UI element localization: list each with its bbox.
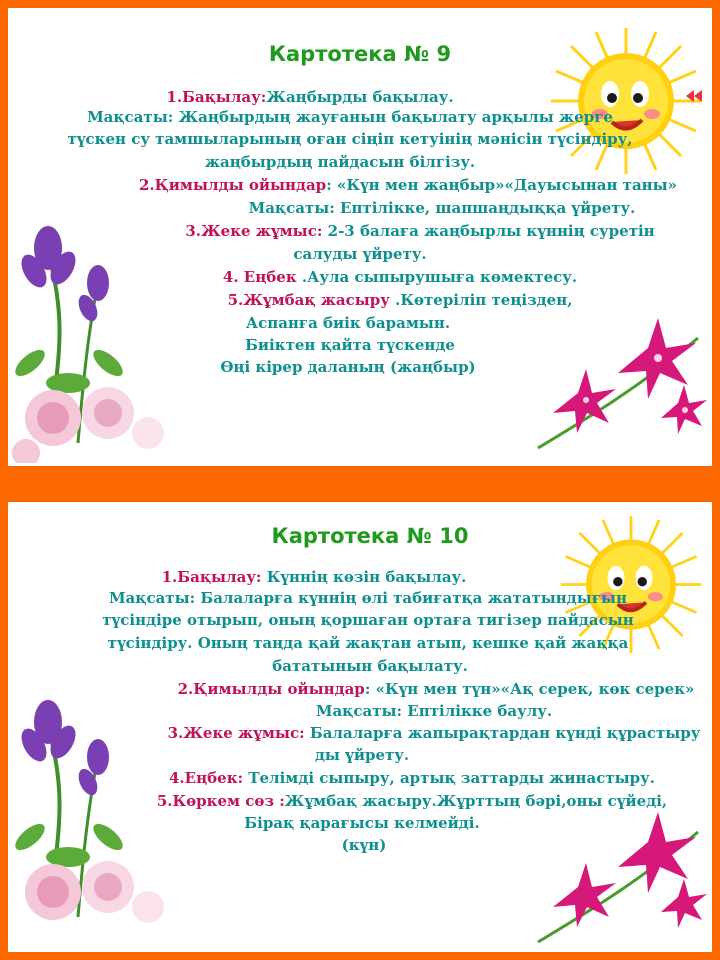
labor-line xyxy=(60,769,712,787)
riddle-line-2: Бірақ қарағысы келмейді. xyxy=(244,814,480,832)
goal-line-3: түсіндіру. Оның таңда қай жақтан атып, кешке қай жаққа xyxy=(107,634,629,652)
labor-label: 4. Еңбек xyxy=(222,268,297,286)
riddle-line-3: Биіктен қайта түскенде xyxy=(245,336,455,354)
card-10 xyxy=(8,502,712,952)
artistic-word-line xyxy=(60,792,712,810)
goal-line-3: жаңбырдың пайдасын білгізу. xyxy=(204,153,476,171)
observation-text: Күннің көзін бақылау. xyxy=(261,568,467,586)
observation-label: 1.Бақылау: xyxy=(166,88,267,106)
individual-work-label: 3.Жеке жұмыс: xyxy=(185,222,323,240)
games-goal-line: Мақсаты: Ептілікке баулу. xyxy=(315,702,553,720)
individual-work-text: 2-3 балаға жаңбырлы күннің суретін xyxy=(322,222,655,240)
goal-line-2: түскен су тамшыларының оған сіңіп кетуінің мәнісін түсіндіру, xyxy=(67,130,633,148)
games-label: 2.Қимылды ойындар xyxy=(177,680,365,698)
goal-line-1: Мақсаты: Жаңбырдың жауғанын бақылату арқылы жерге xyxy=(87,108,613,126)
individual-work-text: Балаларға жапырақтардан күнді құрастыру xyxy=(304,724,701,742)
individual-work-line-2: ды үйрету. xyxy=(314,746,410,764)
games-line xyxy=(56,176,712,194)
riddle-line-4: Өңі кірер даланың (жаңбыр) xyxy=(220,358,476,376)
artistic-word-label: 5.Көркем сөз : xyxy=(156,792,285,810)
games-line xyxy=(84,680,712,698)
observation-line xyxy=(8,88,662,106)
card-title: Картотека № 10 xyxy=(271,524,469,548)
riddle-label: 5.Жұмбақ жасыру xyxy=(227,291,390,309)
card-title: Картотека № 9 xyxy=(268,42,452,66)
observation-line xyxy=(8,568,666,586)
riddle-line xyxy=(48,291,712,309)
labor-text: Телімді сыпыру, артық заттарды жинастыру. xyxy=(243,769,655,787)
observation-label: 1.Бақылау: xyxy=(161,568,262,586)
individual-work-line xyxy=(82,724,712,742)
riddle-line-2: Аспанға биік барамын. xyxy=(245,314,451,332)
games-label: 2.Қимылды ойындар xyxy=(138,176,327,194)
goal-line-2: түсіндіре отырып, оның қоршаған ортаға тигізер пайдасын xyxy=(102,611,634,629)
labor-line xyxy=(48,268,712,286)
games-text: : «Күн мен түн»«Ақ серек, көк серек» xyxy=(364,680,695,698)
games-text: : «Күн мен жаңбыр»«Дауысынан таны» xyxy=(326,176,678,194)
observation-text: Жаңбырды бақылау. xyxy=(266,88,454,106)
riddle-text: .Көтеріліп теңізден, xyxy=(389,291,573,309)
individual-work-line xyxy=(68,222,712,240)
individual-work-line-2: салуды үйрету. xyxy=(293,245,427,263)
games-goal-line: Мақсаты: Ептілікке, шапшаңдыққа үйрету. xyxy=(248,199,636,217)
riddle-answer: (күн) xyxy=(341,836,387,854)
labor-text: .Аула сыпырушыға көмектесу. xyxy=(296,268,578,286)
labor-label: 4.Еңбек: xyxy=(169,769,244,787)
goal-line-4: бататынын бақылату. xyxy=(272,657,468,675)
goal-line-1: Мақсаты: Балаларға күннің өлі табиғатқа жататындығын xyxy=(108,589,628,607)
card-9 xyxy=(8,8,712,466)
individual-work-label: 3.Жеке жұмыс: xyxy=(167,724,305,742)
artistic-word-text: Жұмбақ жасыру.Жұрттың бәрі,оны сүйеді, xyxy=(284,792,668,810)
